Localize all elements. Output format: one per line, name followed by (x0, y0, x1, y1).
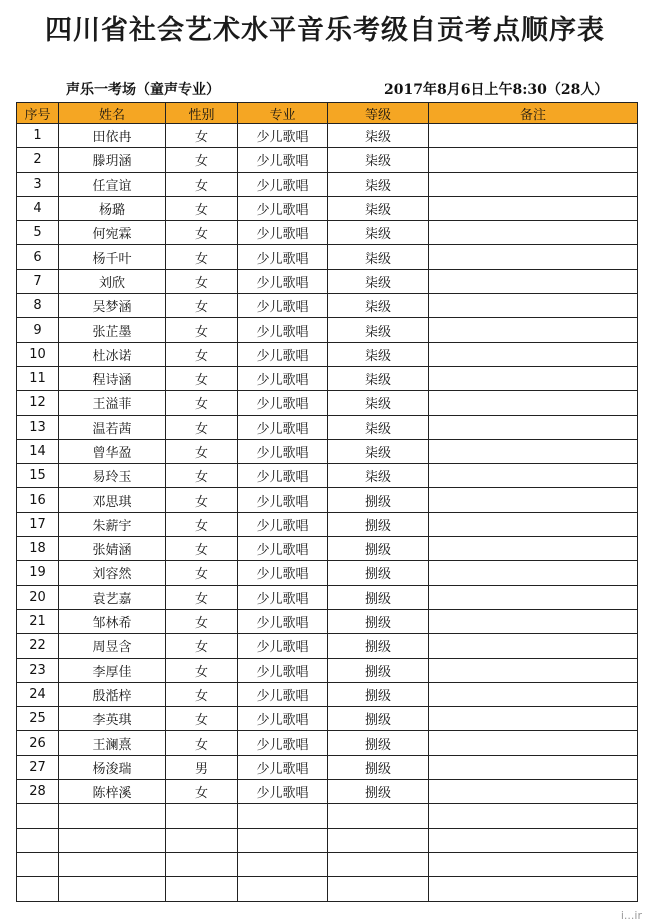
cell-gender: 女 (166, 780, 238, 804)
cell-major: 少儿歌唱 (238, 318, 328, 342)
cell-level: 捌级 (328, 609, 429, 633)
cell-name: 温若茜 (59, 415, 166, 439)
cell-gender: 女 (166, 512, 238, 536)
cell-gender: 女 (166, 318, 238, 342)
cell-number: 15 (17, 464, 59, 488)
cell-major: 少儿歌唱 (238, 561, 328, 585)
cell-note (429, 294, 638, 318)
cell-gender: 女 (166, 366, 238, 390)
cell-gender: 女 (166, 658, 238, 682)
empty-cell (328, 852, 429, 876)
cell-number: 19 (17, 561, 59, 585)
cell-note (429, 269, 638, 293)
cell-name: 邓思琪 (59, 488, 166, 512)
cell-gender: 男 (166, 755, 238, 779)
cell-number: 24 (17, 682, 59, 706)
cell-gender: 女 (166, 148, 238, 172)
table-body (17, 124, 638, 902)
cell-note (429, 731, 638, 755)
table-row (17, 682, 638, 706)
cell-number: 20 (17, 585, 59, 609)
cell-note (429, 488, 638, 512)
cell-number: 3 (17, 172, 59, 196)
cell-note (429, 561, 638, 585)
table-row (17, 196, 638, 220)
cell-name: 李厚佳 (59, 658, 166, 682)
cell-note (429, 707, 638, 731)
cell-level: 柒级 (328, 318, 429, 342)
table-row (17, 780, 638, 804)
cell-level: 捌级 (328, 561, 429, 585)
table-row (17, 245, 638, 269)
cell-name: 杨浚瑞 (59, 755, 166, 779)
cell-name: 曾华盈 (59, 439, 166, 463)
col-header-major: 专业 (238, 103, 328, 124)
cell-major: 少儿歌唱 (238, 512, 328, 536)
cell-note (429, 537, 638, 561)
cell-note (429, 682, 638, 706)
cell-name: 何宛霖 (59, 221, 166, 245)
cell-note (429, 634, 638, 658)
cell-level: 柒级 (328, 439, 429, 463)
cell-level: 柒级 (328, 124, 429, 148)
cell-major: 少儿歌唱 (238, 294, 328, 318)
table-row (17, 658, 638, 682)
cell-gender: 女 (166, 731, 238, 755)
empty-cell (328, 828, 429, 852)
cell-major: 少儿歌唱 (238, 658, 328, 682)
col-header-number: 序号 (17, 103, 59, 124)
session-label: 声乐一考场（童声专业） (66, 82, 220, 98)
cell-name: 陈梓溪 (59, 780, 166, 804)
empty-cell (429, 852, 638, 876)
cell-major: 少儿歌唱 (238, 780, 328, 804)
cell-number: 10 (17, 342, 59, 366)
empty-row (17, 852, 638, 876)
cell-note (429, 439, 638, 463)
cell-note (429, 755, 638, 779)
datetime-label: 2017年8月6日上午8:30（28人） (384, 82, 609, 98)
table-row (17, 366, 638, 390)
table-row (17, 537, 638, 561)
cell-major: 少儿歌唱 (238, 488, 328, 512)
cell-name: 周昱含 (59, 634, 166, 658)
cell-major: 少儿歌唱 (238, 415, 328, 439)
empty-row (17, 877, 638, 901)
table-header-row (17, 103, 638, 124)
cell-major: 少儿歌唱 (238, 439, 328, 463)
cell-gender: 女 (166, 245, 238, 269)
empty-cell (238, 877, 328, 901)
cell-major: 少儿歌唱 (238, 755, 328, 779)
cell-level: 柒级 (328, 391, 429, 415)
cell-number: 11 (17, 366, 59, 390)
cell-note (429, 124, 638, 148)
cell-note (429, 245, 638, 269)
cell-level: 柒级 (328, 245, 429, 269)
page-title: 四川省社会艺术水平音乐考级自贡考点顺序表 (45, 15, 605, 46)
cell-number: 6 (17, 245, 59, 269)
cell-level: 捌级 (328, 707, 429, 731)
cell-major: 少儿歌唱 (238, 464, 328, 488)
table-row (17, 585, 638, 609)
empty-cell (17, 804, 59, 828)
table-row (17, 172, 638, 196)
table-row (17, 755, 638, 779)
empty-cell (17, 852, 59, 876)
watermark: i...ir (620, 909, 642, 922)
col-header-gender: 性别 (166, 103, 238, 124)
cell-name: 田依冉 (59, 124, 166, 148)
cell-gender: 女 (166, 415, 238, 439)
cell-major: 少儿歌唱 (238, 391, 328, 415)
cell-note (429, 512, 638, 536)
cell-gender: 女 (166, 585, 238, 609)
col-header-name: 姓名 (59, 103, 166, 124)
cell-major: 少儿歌唱 (238, 269, 328, 293)
cell-note (429, 318, 638, 342)
cell-number: 4 (17, 196, 59, 220)
table-row (17, 488, 638, 512)
cell-gender: 女 (166, 609, 238, 633)
cell-note (429, 221, 638, 245)
cell-major: 少儿歌唱 (238, 148, 328, 172)
empty-cell (238, 804, 328, 828)
cell-gender: 女 (166, 172, 238, 196)
cell-level: 柒级 (328, 221, 429, 245)
cell-level: 柒级 (328, 172, 429, 196)
cell-gender: 女 (166, 391, 238, 415)
cell-major: 少儿歌唱 (238, 585, 328, 609)
cell-number: 22 (17, 634, 59, 658)
cell-major: 少儿歌唱 (238, 366, 328, 390)
empty-cell (328, 804, 429, 828)
cell-note (429, 609, 638, 633)
cell-level: 捌级 (328, 488, 429, 512)
cell-name: 杨璐 (59, 196, 166, 220)
empty-row (17, 828, 638, 852)
cell-note (429, 464, 638, 488)
cell-gender: 女 (166, 124, 238, 148)
empty-cell (238, 828, 328, 852)
cell-level: 捌级 (328, 658, 429, 682)
cell-note (429, 172, 638, 196)
cell-level: 捌级 (328, 512, 429, 536)
cell-name: 朱薪宇 (59, 512, 166, 536)
empty-cell (429, 877, 638, 901)
table-row (17, 342, 638, 366)
empty-cell (328, 877, 429, 901)
cell-level: 捌级 (328, 731, 429, 755)
cell-number: 2 (17, 148, 59, 172)
table-row (17, 561, 638, 585)
empty-cell (59, 852, 166, 876)
cell-number: 13 (17, 415, 59, 439)
empty-cell (429, 804, 638, 828)
cell-name: 李英琪 (59, 707, 166, 731)
empty-cell (166, 852, 238, 876)
cell-major: 少儿歌唱 (238, 124, 328, 148)
cell-name: 任宣谊 (59, 172, 166, 196)
cell-name: 王澜熹 (59, 731, 166, 755)
empty-cell (59, 804, 166, 828)
cell-level: 捌级 (328, 780, 429, 804)
cell-name: 刘欣 (59, 269, 166, 293)
cell-level: 柒级 (328, 415, 429, 439)
empty-cell (238, 852, 328, 876)
cell-major: 少儿歌唱 (238, 196, 328, 220)
cell-gender: 女 (166, 269, 238, 293)
schedule-table (16, 102, 638, 902)
cell-number: 23 (17, 658, 59, 682)
cell-level: 柒级 (328, 366, 429, 390)
cell-number: 17 (17, 512, 59, 536)
empty-row (17, 804, 638, 828)
cell-note (429, 342, 638, 366)
cell-level: 柒级 (328, 294, 429, 318)
table-row (17, 269, 638, 293)
empty-cell (17, 828, 59, 852)
table-row (17, 415, 638, 439)
col-header-note: 备注 (429, 103, 638, 124)
cell-name: 易玲玉 (59, 464, 166, 488)
cell-number: 7 (17, 269, 59, 293)
cell-level: 捌级 (328, 585, 429, 609)
cell-name: 张婧涵 (59, 537, 166, 561)
cell-gender: 女 (166, 196, 238, 220)
cell-gender: 女 (166, 439, 238, 463)
cell-number: 16 (17, 488, 59, 512)
cell-number: 27 (17, 755, 59, 779)
cell-number: 18 (17, 537, 59, 561)
cell-major: 少儿歌唱 (238, 707, 328, 731)
cell-major: 少儿歌唱 (238, 537, 328, 561)
cell-number: 25 (17, 707, 59, 731)
cell-gender: 女 (166, 221, 238, 245)
cell-gender: 女 (166, 488, 238, 512)
cell-major: 少儿歌唱 (238, 609, 328, 633)
cell-major: 少儿歌唱 (238, 731, 328, 755)
table-row (17, 294, 638, 318)
cell-number: 1 (17, 124, 59, 148)
cell-number: 9 (17, 318, 59, 342)
cell-gender: 女 (166, 634, 238, 658)
cell-number: 14 (17, 439, 59, 463)
table-row (17, 707, 638, 731)
cell-name: 邹林希 (59, 609, 166, 633)
cell-gender: 女 (166, 464, 238, 488)
table-row (17, 124, 638, 148)
cell-major: 少儿歌唱 (238, 342, 328, 366)
cell-major: 少儿歌唱 (238, 682, 328, 706)
cell-note (429, 366, 638, 390)
cell-major: 少儿歌唱 (238, 172, 328, 196)
cell-level: 捌级 (328, 755, 429, 779)
cell-number: 5 (17, 221, 59, 245)
cell-note (429, 585, 638, 609)
cell-gender: 女 (166, 537, 238, 561)
cell-level: 柒级 (328, 342, 429, 366)
cell-level: 捌级 (328, 682, 429, 706)
cell-note (429, 148, 638, 172)
cell-name: 滕玥涵 (59, 148, 166, 172)
cell-major: 少儿歌唱 (238, 245, 328, 269)
cell-name: 张芷墨 (59, 318, 166, 342)
cell-number: 26 (17, 731, 59, 755)
cell-gender: 女 (166, 707, 238, 731)
cell-note (429, 196, 638, 220)
empty-cell (166, 877, 238, 901)
cell-name: 杜冰诺 (59, 342, 166, 366)
empty-cell (429, 828, 638, 852)
cell-number: 12 (17, 391, 59, 415)
table-row (17, 634, 638, 658)
cell-name: 吴梦涵 (59, 294, 166, 318)
cell-number: 8 (17, 294, 59, 318)
cell-name: 袁艺嘉 (59, 585, 166, 609)
cell-gender: 女 (166, 561, 238, 585)
cell-name: 杨千叶 (59, 245, 166, 269)
cell-level: 柒级 (328, 148, 429, 172)
cell-level: 柒级 (328, 464, 429, 488)
cell-gender: 女 (166, 682, 238, 706)
cell-number: 28 (17, 780, 59, 804)
table-row (17, 148, 638, 172)
cell-level: 捌级 (328, 537, 429, 561)
table-row (17, 318, 638, 342)
col-header-level: 等级 (328, 103, 429, 124)
cell-name: 王溢菲 (59, 391, 166, 415)
table-row (17, 731, 638, 755)
table-row (17, 391, 638, 415)
cell-note (429, 780, 638, 804)
cell-major: 少儿歌唱 (238, 221, 328, 245)
table-row (17, 464, 638, 488)
cell-name: 刘容然 (59, 561, 166, 585)
cell-note (429, 658, 638, 682)
table-row (17, 609, 638, 633)
cell-level: 柒级 (328, 269, 429, 293)
cell-name: 程诗涵 (59, 366, 166, 390)
empty-cell (59, 828, 166, 852)
cell-major: 少儿歌唱 (238, 634, 328, 658)
cell-name: 殷湉梓 (59, 682, 166, 706)
empty-cell (17, 877, 59, 901)
cell-level: 捌级 (328, 634, 429, 658)
cell-note (429, 391, 638, 415)
empty-cell (59, 877, 166, 901)
cell-number: 21 (17, 609, 59, 633)
cell-gender: 女 (166, 342, 238, 366)
cell-level: 柒级 (328, 196, 429, 220)
empty-cell (166, 804, 238, 828)
cell-note (429, 415, 638, 439)
empty-cell (166, 828, 238, 852)
cell-gender: 女 (166, 294, 238, 318)
table-row (17, 512, 638, 536)
table-row (17, 439, 638, 463)
table-row (17, 221, 638, 245)
